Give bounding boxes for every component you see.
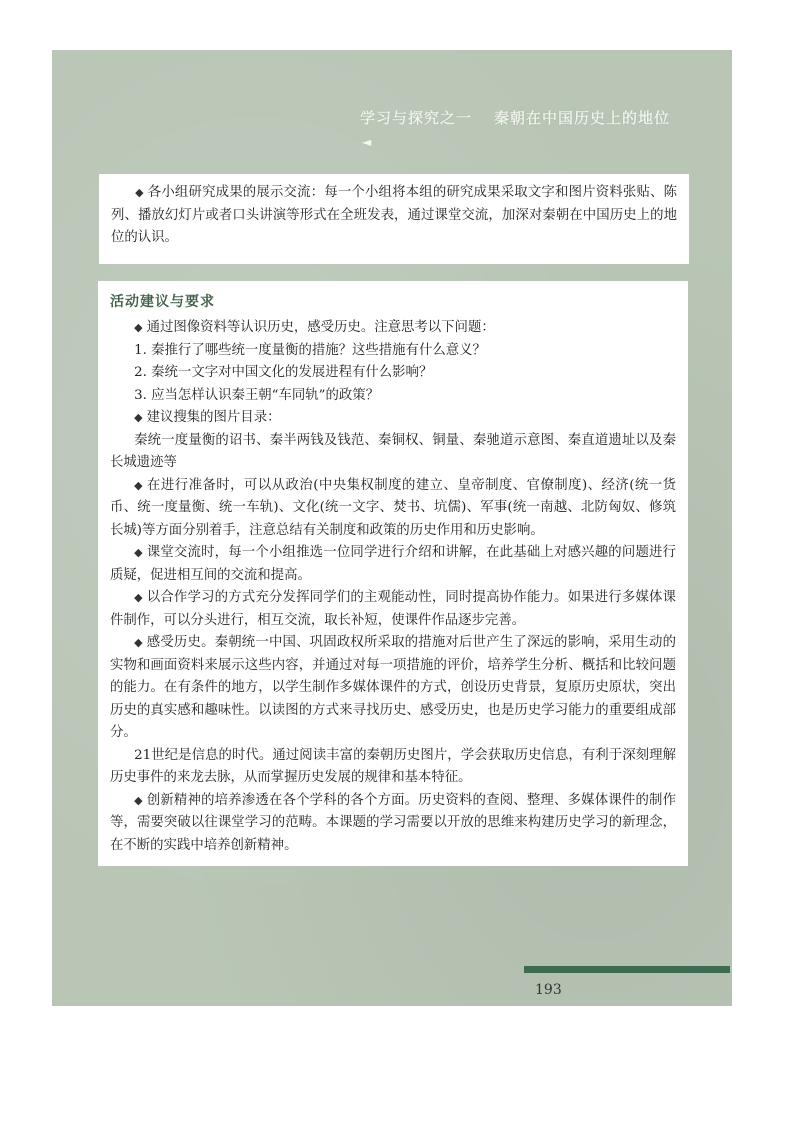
intro-box — [99, 174, 689, 264]
intro-text: 各小组研究成果的展示交流：每一个小组将本组的研究成果采取文字和图片资料张贴、陈列、播放幻灯片或者口头讲演等形式在全班发表，通过课堂交流，加深对秦朝在中国历史上的地位的认识。 — [111, 185, 678, 245]
footer-bar — [524, 966, 730, 973]
diamond-bullet-icon: ◆ — [134, 793, 143, 807]
diamond-bullet-icon: ◆ — [134, 636, 143, 649]
activity-paragraph-text: 通过图像资料等认识历史，感受历史。注意思考以下问题： — [146, 320, 495, 335]
activity-paragraph — [110, 407, 676, 430]
activity-paragraph — [110, 430, 676, 475]
header-arrow-icon: ◄ — [362, 135, 372, 149]
activity-paragraph — [110, 542, 676, 587]
diamond-bullet-icon: ◆ — [135, 186, 144, 199]
activity-paragraph — [110, 340, 676, 363]
activity-paragraph — [110, 317, 676, 340]
activity-body — [110, 317, 676, 857]
activity-box — [98, 281, 688, 866]
activity-paragraph-text: 建议搜集的图片目录： — [146, 410, 281, 425]
diamond-bullet-icon: ◆ — [134, 546, 143, 559]
page-number: 193 — [535, 982, 562, 998]
activity-paragraph-text: 2. 秦统一文字对中国文化的发展进程有什么影响？ — [134, 365, 433, 380]
activity-paragraph-text: 创新精神的培养渗透在各个学科的各个方面。历史资料的查阅、整理、多媒体课件的制作等，需要突破以往课堂学习的范畴。本课题的学习需要以开放的思维来构建历史学习的新理念，在不断的实践中培养创新精神。 — [110, 792, 677, 853]
header-label: 学习与探究之一 — [360, 109, 473, 127]
activity-paragraph — [110, 790, 676, 858]
activity-paragraph-text: 21世纪是信息的时代。通过阅读丰富的秦朝历史图片，学会获取历史信息，有利于深刻理解历史事件的来龙去脉，从而掌握历史发展的规律和基本特征。 — [110, 747, 676, 785]
diamond-bullet-icon: ◆ — [134, 411, 143, 424]
diamond-bullet-icon: ◆ — [134, 478, 144, 492]
activity-paragraph — [110, 745, 676, 790]
chapter-header — [360, 107, 670, 128]
activity-paragraph-text: 课堂交流时，每一个小组推选一位同学进行介绍和讲解，在此基础上对感兴趣的问题进行质疑，促进相互间的交流和提高。 — [110, 545, 677, 583]
header-topic: 秦朝在中国历史上的地位 — [494, 109, 671, 127]
activity-paragraph-text: 以合作学习的方式充分发挥同学们的主观能动性，同时提高协作能力。如果进行多媒体课件制作，可以分头进行，相互交流，取长补短，使课件作品逐步完善。 — [110, 590, 677, 628]
activity-paragraph — [110, 362, 676, 385]
intro-paragraph — [111, 182, 677, 250]
diamond-bullet-icon: ◆ — [134, 321, 143, 334]
activity-paragraph-text: 3. 应当怎样认识秦王朝“车同轨”的政策？ — [134, 387, 380, 403]
activity-paragraph-text: 秦统一度量衡的诏书、秦半两钱及钱范、秦铜权、铜量、秦驰道示意图、秦直道遗址以及秦长城遗迹等 — [110, 432, 676, 470]
activity-paragraph — [110, 632, 676, 745]
activity-paragraph — [110, 587, 676, 632]
section-title: 活动建议与要求 — [110, 294, 215, 310]
activity-paragraph — [110, 475, 676, 543]
activity-paragraph-text: 在进行准备时，可以从政治(中央集权制度的建立、皇帝制度、官僚制度)、经济(统一货币、统一度量衡、统一车轨)、文化(统一文字、焚书、坑儒)、军事(统一南越、北防匈奴、修筑长城)等方面分别着手，注意总结有关制度和政策的历史作用和历史影响。 — [110, 477, 676, 538]
activity-paragraph — [110, 385, 676, 408]
diamond-bullet-icon: ◆ — [134, 591, 143, 604]
activity-paragraph-text: 感受历史。秦朝统一中国、巩固政权所采取的措施对后世产生了深远的影响，采用生动的实物和画面资料来展示这些内容，并通过对每一项措施的评价，培养学生分析、概括和比较问题的能力。在有条件的地方，以学生制作多媒体课件的方式，创设历史背景，复原历史原状，突出历史的真实感和趣味性。以读图的方式来寻找历史、感受历史，也是历史学习能力的重要组成部分。 — [110, 635, 677, 740]
activity-paragraph-text: 1. 秦推行了哪些统一度量衡的措施？这些措施有什么意义？ — [134, 342, 486, 358]
